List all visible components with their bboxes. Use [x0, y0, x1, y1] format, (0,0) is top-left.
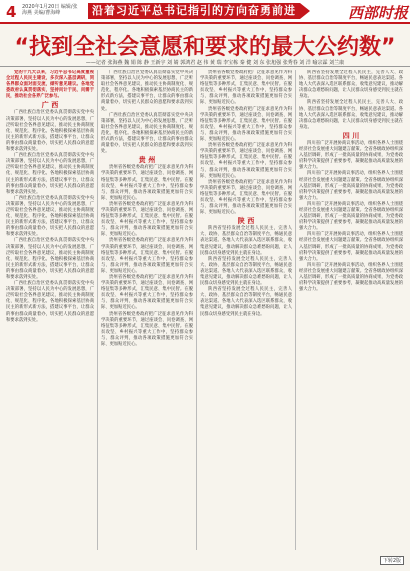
column-1 — [6, 70, 94, 560]
section-text-guangxi-3: 广西壮族自治区党委认真贯彻落实党中央决策部署，坚持以人民为中心的发展思想，广泛听取社会各界意见建议，推动民主协商制度化、规范化、程序化。各地积极探索基层协商民主的新形式新方法，搭建议事平台，让群众的事由群众商量着办，切实把人民群众的意愿和要求落到实处。 — [6, 195, 94, 238]
section-text-shaanxi: 陕西省坚持发展全过程人民民主，完善人大、政协、基层群众自治等制度平台，畅通民意表达渠道。各地人大代表深入选区联系群众，收集意见建议，推动解决群众急难愁盼问题，让人民群众切身感受到民主就在身边。 — [200, 226, 292, 256]
text-block: 贵州省各级党委政府把广泛征求意见作为科学决策的重要环节，通过座谈会、问卷调查、网络征集等多种形式，汇集民意、集中民智。在脱贫攻坚、乡村振兴等重大工作中，坚持群众参与、群众评判，推动各项政策措施更加符合实际、更加贴近民心。 — [200, 179, 292, 216]
text-block: 陕西省坚持发展全过程人民民主，完善人大、政协、基层群众自治等制度平台，畅通民意表达渠道。各地人大代表深入选区联系群众，收集意见建议，推动解决群众急难愁盼问题，让人民群众切身感受到民主就在身边。 — [299, 100, 403, 130]
column-rule — [196, 70, 197, 550]
section-title-guizhou: 贵 州 — [138, 156, 156, 165]
header-rule — [0, 22, 410, 24]
page-number: 4 — [6, 3, 17, 21]
section-title-guangxi: 广 西 — [41, 101, 59, 110]
section-text-guangxi-4: 广西壮族自治区党委认真贯彻落实党中央决策部署，坚持以人民为中心的发展思想，广泛听取社会各界意见建议，推动民主协商制度化、规范化、程序化。各地积极探索基层协商民主的新形式新方法，搭建议事平台，让群众的事由群众商量着办，切实把人民群众的意愿和要求落到实处。 — [6, 238, 94, 280]
text-block: 陕西省坚持发展全过程人民民主，完善人大、政协、基层群众自治等制度平台，畅通民意表达渠道。各地人大代表深入选区联系群众，收集意见建议，推动解决群众急难愁盼问题，让人民群众切身感受到民主就在身边。 — [299, 70, 403, 100]
section-title-shaanxi: 陕 西 — [237, 217, 255, 226]
text-block: 四川省广泛开展协商议事活动，组织各界人士围绕经济社会发展重大问题建言献策。全省各级政协组织深入基层调研，形成了一批高质量的协商成果，为党委政府科学决策提供了重要参考，凝聚起推动高质量发展的强大合力。 — [299, 232, 403, 262]
masthead-logo: 西部时报 — [348, 4, 409, 22]
text-block: 贵州省各级党委政府把广泛征求意见作为科学决策的重要环节，通过座谈会、问卷调查、网络征集等多种形式，汇集民意、集中民智。在脱贫攻坚、乡村振兴等重大工作中，坚持群众参与、群众评判，推动各项政策措施更加符合实际、更加贴近民心。 — [200, 106, 292, 143]
text-block: 贵州省各级党委政府把广泛征求意见作为科学决策的重要环节，通过座谈会、问卷调查、网络征集等多种形式，汇集民意、集中民智。在脱贫攻坚、乡村振兴等重大工作中，坚持群众参与、群众评判，推动各项政策措施更加符合实际、更加贴近民心。 — [101, 275, 193, 311]
byline: ——记者 张海燕 魏 娟 陈 静 王新宇 刘 婧 郭鸿君 赵 伟 黄 瑞 李宝栋 秦 健 刘 东 张旭强 张秀春 刘 洋 喻宗霖 刘兰康 — [85, 60, 345, 66]
section-banner: 沿着习近平总书记指引的方向奋勇前进 — [88, 3, 300, 19]
section-text-guangxi: 广西壮族自治区党委认真贯彻落实党中央决策部署，坚持以人民为中心的发展思想，广泛听取社会各界意见建议，推动民主协商制度化、规范化、程序化。各地积极探索基层协商民主的新形式新方法，搭建议事平台，让群众的事由群众商量着办，切实把人民群众的意愿和要求落到实处。 — [6, 110, 94, 153]
section-text-guangxi-5: 广西壮族自治区党委认真贯彻落实党中央决策部署，坚持以人民为中心的发展思想，广泛听取社会各界意见建议，推动民主协商制度化、规范化、程序化。各地积极探索基层协商民主的新形式新方法，搭建议事平台，让群众的事由群众商量着办，切实把人民群众的意愿和要求落到实处。 — [6, 281, 94, 323]
text-block: 广西壮族自治区党委认真贯彻落实党中央决策部署，坚持以人民为中心的发展思想，广泛听取社会各界意见建议，推动民主协商制度化、规范化、程序化。各地积极探索基层协商民主的新形式新方法，搭建议事平台，让群众的事由群众商量着办，切实把人民群众的意愿和要求落到实处。 — [101, 112, 193, 155]
column-rule — [295, 70, 296, 550]
column-rule — [97, 70, 98, 550]
column-4 — [299, 70, 403, 550]
section-text-guangxi-2: 广西壮族自治区党委认真贯彻落实党中央决策部署，坚持以人民为中心的发展思想，广泛听取社会各界意见建议，推动民主协商制度化、规范化、程序化。各地积极探索基层协商民主的新形式新方法，搭建议事平台，让群众的事由群众商量着办，切实把人民群众的意愿和要求落到实处。 — [6, 153, 94, 195]
text-block: 陕西省坚持发展全过程人民民主，完善人大、政协、基层群众自治等制度平台，畅通民意表达渠道。各地人大代表深入选区联系群众，收集意见建议，推动解决群众急难愁盼问题，让人民群众切身感受到民主就在身边。 — [200, 287, 292, 317]
text-block: 贵州省各级党委政府把广泛征求意见作为科学决策的重要环节，通过座谈会、问卷调查、网络征集等多种形式，汇集民意、集中民智。在脱贫攻坚、乡村振兴等重大工作中，坚持群众参与、群众评判，推动各项政策措施更加符合实际、更加贴近民心。 — [101, 201, 193, 238]
page-header — [0, 0, 410, 22]
column-3 — [200, 70, 292, 560]
text-block: 贵州省各级党委政府把广泛征求意见作为科学决策的重要环节，通过座谈会、问卷调查、网络征集等多种形式，汇集民意、集中民智。在脱贫攻坚、乡村振兴等重大工作中，坚持群众参与、群众评判，推动各项政策措施更加符合实际、更加贴近民心。 — [200, 143, 292, 179]
section-title-sichuan: 四 川 — [342, 131, 360, 140]
banner-arrow-icon — [300, 3, 310, 19]
divider — [0, 66, 410, 67]
text-block: 陕西省坚持发展全过程人民民主，完善人大、政协、基层群众自治等制度平台，畅通民意表达渠道。各地人大代表深入选区联系群众，收集意见建议，推动解决群众急难愁盼问题，让人民群众切身感受到民主就在身边。 — [200, 256, 292, 287]
continued-tag: 下转2版 — [380, 556, 404, 565]
text-block: 四川省广泛开展协商议事活动，组织各界人士围绕经济社会发展重大问题建言献策。全省各级政协组织深入基层调研，形成了一批高质量的协商成果，为党委政府科学决策提供了重要参考，凝聚起推动高质量发展的强大合力。 — [299, 262, 403, 293]
date-line: 2020年1月20日 编辑/张海燕 美编/曹海峰 — [22, 4, 78, 16]
text-block: 贵州省各级党委政府把广泛征求意见作为科学决策的重要环节，通过座谈会、问卷调查、网络征集等多种形式，汇集民意、集中民智。在脱贫攻坚、乡村振兴等重大工作中，坚持群众参与、群众评判，推动各项政策措施更加符合实际、更加贴近民心。 — [101, 311, 193, 348]
text-block: 四川省广泛开展协商议事活动，组织各界人士围绕经济社会发展重大问题建言献策。全省各级政协组织深入基层调研，形成了一批高质量的协商成果，为党委政府科学决策提供了重要参考，凝聚起推动高质量发展的强大合力。 — [299, 201, 403, 232]
text-block: 贵州省各级党委政府把广泛征求意见作为科学决策的重要环节，通过座谈会、问卷调查、网络征集等多种形式，汇集民意、集中民智。在脱贫攻坚、乡村振兴等重大工作中，坚持群众参与、群众评判，推动各项政策措施更加符合实际、更加贴近民心。 — [101, 238, 193, 274]
section-text-sichuan: 四川省广泛开展协商议事活动，组织各界人士围绕经济社会发展重大问题建言献策。全省各级政协组织深入基层调研，形成了一批高质量的协商成果，为党委政府科学决策提供了重要参考，凝聚起推动高质量发展的强大合力。 — [299, 140, 403, 171]
headline: “找到全社会意愿和要求的最大公约数” — [14, 35, 396, 60]
section-text-guizhou: 贵州省各级党委政府把广泛征求意见作为科学决策的重要环节，通过座谈会、问卷调查、网络征集等多种形式，汇集民意、集中民智。在脱贫攻坚、乡村振兴等重大工作中，坚持群众参与、群众评判，推动各项政策措施更加符合实际、更加贴近民心。 — [101, 165, 193, 201]
text-block: 广西壮族自治区党委认真贯彻落实党中央决策部署，坚持以人民为中心的发展思想，广泛听取社会各界意见建议，推动民主协商制度化、规范化、程序化。各地积极探索基层协商民主的新形式新方法，搭建议事平台，让群众的事由群众商量着办，切实把人民群众的意愿和要求落到实处。 — [101, 70, 193, 112]
lead-paragraph: 党的十九大以来，习近平总书记高度重视全过程人民民主建设，多次深入基层调研，同各界群众面对面交流，倾听意见建议。各地党委政府认真贯彻落实，坚持问计于民、问需于民，推动社会各界广泛参与。 — [6, 70, 94, 100]
column-2 — [101, 70, 193, 560]
text-block: 贵州省各级党委政府把广泛征求意见作为科学决策的重要环节，通过座谈会、问卷调查、网络征集等多种形式，汇集民意、集中民智。在脱贫攻坚、乡村振兴等重大工作中，坚持群众参与、群众评判，推动各项政策措施更加符合实际、更加贴近民心。 — [200, 70, 292, 106]
text-block: 四川省广泛开展协商议事活动，组织各界人士围绕经济社会发展重大问题建言献策。全省各级政协组织深入基层调研，形成了一批高质量的协商成果，为党委政府科学决策提供了重要参考，凝聚起推动高质量发展的强大合力。 — [299, 171, 403, 201]
